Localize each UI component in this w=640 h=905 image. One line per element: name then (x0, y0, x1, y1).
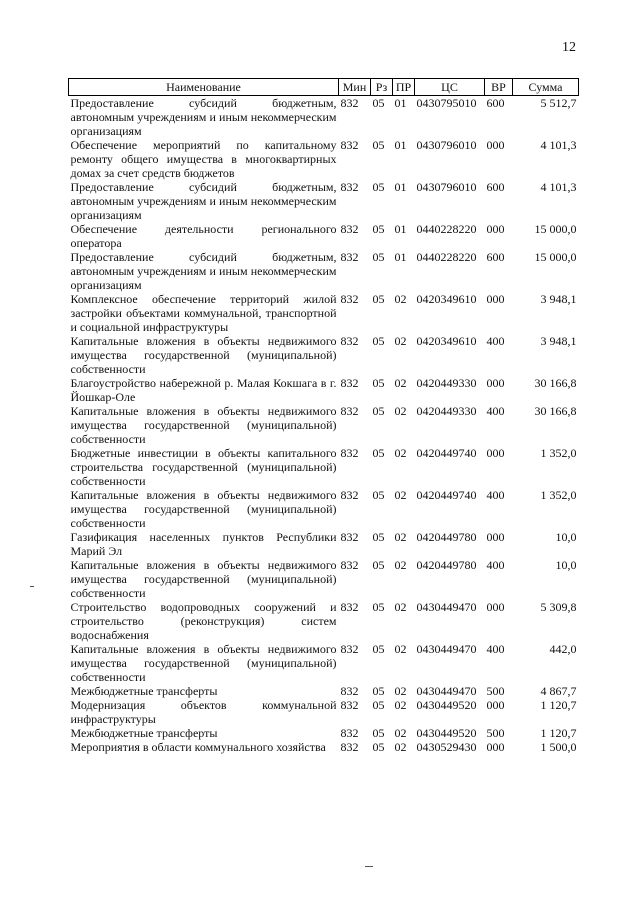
table-row (69, 96, 579, 139)
row-min: 832 (340, 698, 359, 712)
row-vr: 400 (486, 404, 505, 418)
row-vr: 000 (486, 222, 505, 236)
row-rz: 05 (372, 180, 385, 194)
row-cs: 0430449470 (416, 684, 477, 698)
row-name: Газификация населенных пунктов Республики Марий Эл (70, 530, 337, 558)
row-min: 832 (340, 96, 359, 110)
header-rz: Рз (371, 79, 393, 96)
row-cs: 0440228220 (416, 222, 477, 236)
row-vr: 400 (486, 642, 505, 656)
row-pr: 01 (394, 138, 407, 152)
row-rz: 05 (372, 250, 385, 264)
row-rz: 05 (372, 446, 385, 460)
table-row (69, 558, 579, 600)
row-name: Межбюджетные трансферты (70, 726, 218, 740)
row-rz: 05 (372, 642, 385, 656)
table-row (69, 334, 579, 376)
row-vr: 000 (486, 698, 505, 712)
row-pr: 02 (394, 488, 407, 502)
row-vr: 000 (486, 292, 505, 306)
row-sum: 5 512,7 (540, 96, 577, 110)
row-rz: 05 (372, 740, 385, 754)
row-name: Комплексное обеспечение территорий жилой застройки объектами коммунальной, транспортной и социальной инфраструктуры (70, 292, 337, 334)
row-sum: 1 500,0 (540, 740, 577, 754)
row-rz: 05 (372, 558, 385, 572)
row-sum: 1 352,0 (540, 446, 577, 460)
header-min: Мин (339, 79, 371, 96)
header-cs: ЦС (415, 79, 485, 96)
table-row (69, 488, 579, 530)
row-cs: 0430449470 (416, 642, 477, 656)
header-sum: Сумма (513, 79, 579, 96)
table-row (69, 446, 579, 488)
row-vr: 400 (486, 488, 505, 502)
row-name: Капитальные вложения в объекты недвижимого имущества государственной (муниципальной) собственности (70, 642, 337, 684)
row-vr: 600 (486, 250, 505, 264)
row-min: 832 (340, 292, 359, 306)
row-vr: 000 (486, 376, 505, 390)
row-pr: 02 (394, 292, 407, 306)
row-cs: 0430796010 (416, 138, 477, 152)
row-rz: 05 (372, 292, 385, 306)
row-pr: 02 (394, 698, 407, 712)
row-cs: 0420449330 (416, 376, 477, 390)
row-pr: 01 (394, 222, 407, 236)
row-sum: 15 000,0 (534, 250, 577, 264)
row-name: Предоставление субсидий бюджетным, автономным учреждениям и иным некоммерческим организациям (70, 250, 337, 292)
row-sum: 3 948,1 (540, 292, 577, 306)
row-cs: 0420449330 (416, 404, 477, 418)
row-rz: 05 (372, 726, 385, 740)
row-sum: 30 166,8 (534, 404, 577, 418)
header-name: Наименование (69, 79, 339, 96)
table-row (69, 726, 579, 740)
row-sum: 1 352,0 (540, 488, 577, 502)
table-row (69, 740, 579, 754)
row-sum: 15 000,0 (534, 222, 577, 236)
row-cs: 0420349610 (416, 334, 477, 348)
row-sum: 3 948,1 (540, 334, 577, 348)
row-name: Предоставление субсидий бюджетным, автономным учреждениям и иным некоммерческим организациям (70, 180, 337, 222)
row-rz: 05 (372, 138, 385, 152)
row-name: Обеспечение деятельности регионального оператора (70, 222, 337, 250)
row-name: Строительство водопроводных сооружений и строительство (реконструкция) систем водоснабжения (70, 600, 337, 642)
row-min: 832 (340, 558, 359, 572)
row-pr: 01 (394, 96, 407, 110)
table-row (69, 684, 579, 698)
row-min: 832 (340, 180, 359, 194)
row-min: 832 (340, 222, 359, 236)
table-row (69, 138, 579, 180)
table-row (69, 530, 579, 558)
row-name: Бюджетные инвестиции в объекты капитального строительства государственной (муниципальной) собственности (70, 446, 337, 488)
row-cs: 0420349610 (416, 292, 477, 306)
row-cs: 0420449740 (416, 488, 477, 502)
row-sum: 4 101,3 (540, 180, 577, 194)
row-cs: 0420449740 (416, 446, 477, 460)
row-vr: 500 (486, 684, 505, 698)
row-cs: 0430449520 (416, 698, 477, 712)
row-pr: 02 (394, 642, 407, 656)
row-vr: 000 (486, 138, 505, 152)
row-min: 832 (340, 488, 359, 502)
row-sum: 5 309,8 (540, 600, 577, 614)
row-name: Предоставление субсидий бюджетным, автономным учреждениям и иным некоммерческим организациям (70, 96, 337, 138)
row-cs: 0430529430 (416, 740, 477, 754)
table-row (69, 222, 579, 250)
row-vr: 000 (486, 600, 505, 614)
table-row (69, 698, 579, 726)
row-vr: 600 (486, 180, 505, 194)
row-pr: 01 (394, 250, 407, 264)
row-pr: 02 (394, 530, 407, 544)
row-pr: 02 (394, 446, 407, 460)
row-vr: 000 (486, 446, 505, 460)
row-cs: 0430449520 (416, 726, 477, 740)
row-rz: 05 (372, 488, 385, 502)
table-row (69, 180, 579, 222)
row-rz: 05 (372, 698, 385, 712)
row-min: 832 (340, 250, 359, 264)
row-pr: 02 (394, 376, 407, 390)
row-vr: 600 (486, 96, 505, 110)
row-name: Капитальные вложения в объекты недвижимого имущества государственной (муниципальной) собственности (70, 404, 337, 446)
row-min: 832 (340, 404, 359, 418)
row-pr: 02 (394, 404, 407, 418)
row-pr: 02 (394, 726, 407, 740)
table-row (69, 600, 579, 642)
row-cs: 0430796010 (416, 180, 477, 194)
row-sum: 442,0 (549, 642, 577, 656)
row-min: 832 (340, 684, 359, 698)
row-min: 832 (340, 376, 359, 390)
page-number: 12 (562, 40, 576, 55)
row-min: 832 (340, 530, 359, 544)
scan-mark (365, 866, 373, 867)
row-vr: 000 (486, 740, 505, 754)
row-name: Межбюджетные трансферты (70, 684, 218, 698)
row-name: Благоустройство набережной р. Малая Кокшага в г. Йошкар-Оле (70, 376, 337, 404)
row-sum: 10,0 (555, 530, 577, 544)
header-vr: ВР (485, 79, 513, 96)
row-rz: 05 (372, 96, 385, 110)
row-cs: 0440228220 (416, 250, 477, 264)
table-row (69, 292, 579, 334)
row-sum: 4 101,3 (540, 138, 577, 152)
row-cs: 0420449780 (416, 530, 477, 544)
row-name: Капитальные вложения в объекты недвижимого имущества государственной (муниципальной) собственности (70, 558, 337, 600)
row-sum: 1 120,7 (540, 698, 577, 712)
table-row (69, 642, 579, 684)
row-cs: 0420449780 (416, 558, 477, 572)
row-min: 832 (340, 138, 359, 152)
scan-mark (30, 586, 34, 587)
row-min: 832 (340, 334, 359, 348)
budget-table (68, 78, 579, 754)
table-header-row (69, 79, 579, 96)
row-min: 832 (340, 600, 359, 614)
row-rz: 05 (372, 334, 385, 348)
row-vr: 400 (486, 558, 505, 572)
table-row (69, 376, 579, 404)
row-min: 832 (340, 740, 359, 754)
row-pr: 02 (394, 558, 407, 572)
row-min: 832 (340, 726, 359, 740)
row-name: Капитальные вложения в объекты недвижимого имущества государственной (муниципальной) собственности (70, 488, 337, 530)
row-name: Капитальные вложения в объекты недвижимого имущества государственной (муниципальной) собственности (70, 334, 337, 376)
row-sum: 10,0 (555, 558, 577, 572)
row-pr: 02 (394, 600, 407, 614)
row-pr: 02 (394, 740, 407, 754)
row-rz: 05 (372, 376, 385, 390)
row-name: Мероприятия в области коммунального хозяйства (70, 740, 326, 754)
row-min: 832 (340, 642, 359, 656)
row-name: Обеспечение мероприятий по капитальному ремонту общего имущества в многоквартирных домах за счет средств бюджетов (70, 138, 337, 180)
row-rz: 05 (372, 684, 385, 698)
row-sum: 30 166,8 (534, 376, 577, 390)
row-pr: 01 (394, 180, 407, 194)
row-rz: 05 (372, 530, 385, 544)
row-vr: 400 (486, 334, 505, 348)
row-sum: 1 120,7 (540, 726, 577, 740)
row-pr: 02 (394, 334, 407, 348)
row-cs: 0430449470 (416, 600, 477, 614)
row-rz: 05 (372, 600, 385, 614)
row-min: 832 (340, 446, 359, 460)
row-rz: 05 (372, 222, 385, 236)
row-vr: 000 (486, 530, 505, 544)
header-pr: ПР (393, 79, 415, 96)
table-row (69, 404, 579, 446)
row-rz: 05 (372, 404, 385, 418)
row-pr: 02 (394, 684, 407, 698)
row-vr: 500 (486, 726, 505, 740)
row-cs: 0430795010 (416, 96, 477, 110)
row-name: Модернизация объектов коммунальной инфраструктуры (70, 698, 337, 726)
row-sum: 4 867,7 (540, 684, 577, 698)
table-row (69, 250, 579, 292)
